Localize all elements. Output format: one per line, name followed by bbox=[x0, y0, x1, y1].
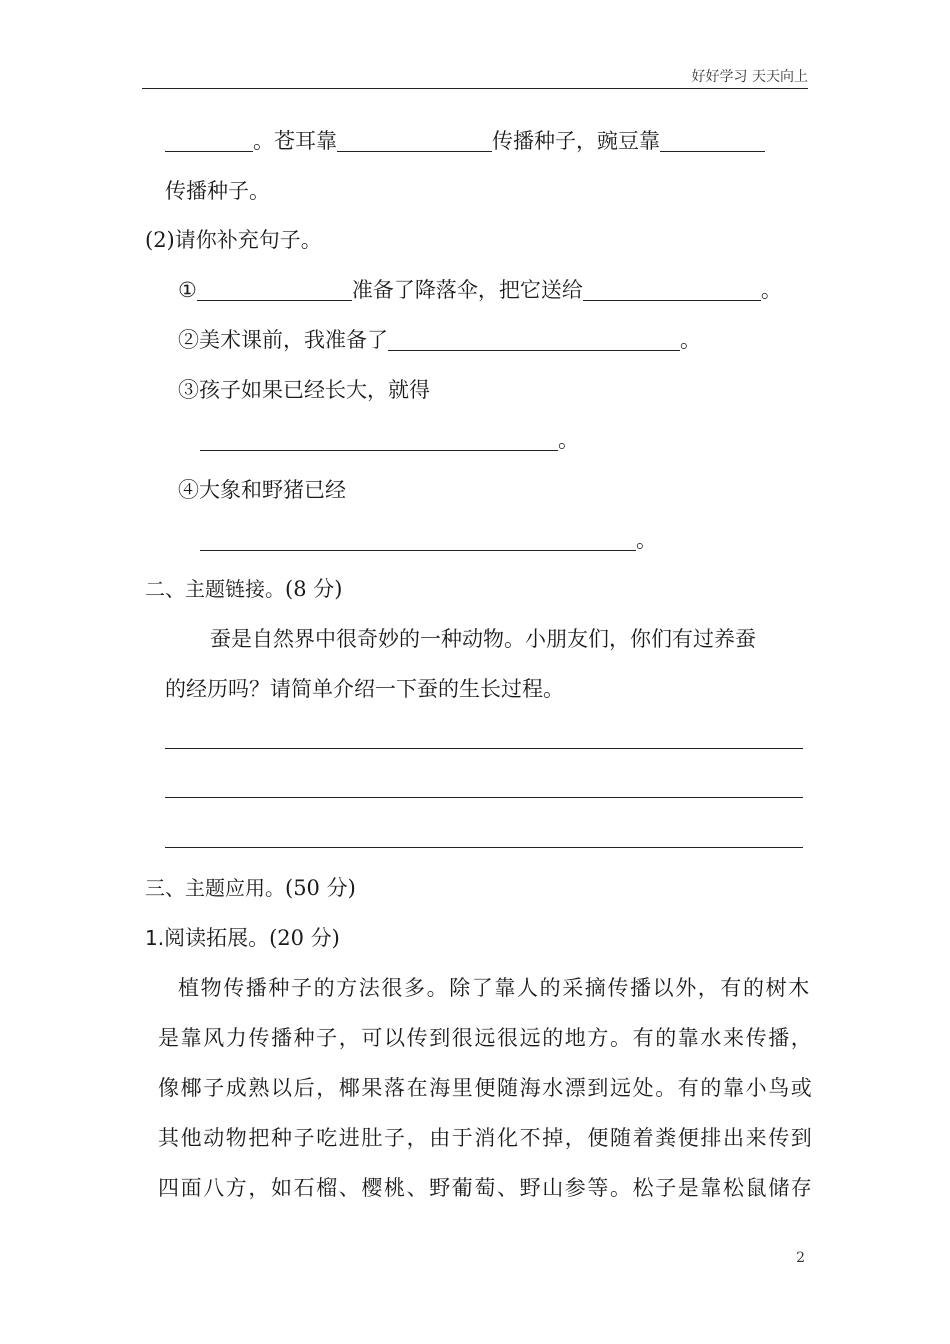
reading-line: 植物传播种子的方法很多。除了靠人的采摘传播以外，有的树木 bbox=[178, 976, 811, 1000]
fill-line-2: 传播种子。 bbox=[165, 179, 270, 203]
sentence-1 bbox=[178, 280, 782, 301]
blank-field[interactable] bbox=[197, 280, 352, 301]
answer-line[interactable] bbox=[165, 797, 803, 798]
text-fragment: 。 bbox=[558, 428, 579, 452]
answer-line[interactable] bbox=[165, 847, 803, 848]
blank-field[interactable] bbox=[200, 530, 636, 551]
text-fragment: 。 bbox=[680, 328, 701, 352]
question-1-heading bbox=[145, 928, 340, 949]
section-2-paragraph-line-1: 蚕是自然界中很奇妙的一种动物。小朋友们，你们有过养蚕 bbox=[210, 627, 756, 651]
item-number: ① bbox=[178, 278, 197, 302]
text-fragment: 准备了降落伞，把它送给 bbox=[351, 278, 583, 302]
sentence-4: ④大象和野猪已经 bbox=[178, 478, 346, 502]
section-2-paragraph-line-2: 的经历吗？请简单介绍一下蚕的生长过程。 bbox=[165, 677, 564, 701]
blank-field[interactable] bbox=[200, 430, 558, 451]
sentence-2 bbox=[178, 330, 701, 351]
section-2-heading bbox=[145, 579, 342, 600]
reading-line: 四面八方，如石榴、樱桃、野葡萄、野山参等。松子是靠松鼠储存 bbox=[158, 1176, 814, 1200]
page-number: 2 bbox=[796, 1250, 805, 1266]
sentence-3: ③孩子如果已经长大，就得 bbox=[178, 378, 430, 402]
question-score: (20 分) bbox=[269, 926, 340, 950]
text-fragment: 传播种子，豌豆靠 bbox=[492, 129, 660, 153]
fill-line-1 bbox=[165, 131, 765, 152]
sentence-3-answer bbox=[200, 430, 579, 451]
blank-field[interactable] bbox=[388, 330, 680, 351]
section-score: (50 分) bbox=[285, 876, 356, 900]
blank-field[interactable] bbox=[337, 131, 492, 152]
blank-field[interactable] bbox=[165, 131, 253, 152]
text-fragment: ②美术课前，我准备了 bbox=[178, 328, 388, 352]
question-2-title: (2)请你补充句子。 bbox=[145, 228, 322, 252]
blank-field[interactable] bbox=[660, 131, 765, 152]
question-number: 1. bbox=[145, 926, 165, 950]
reading-line: 其他动物把种子吃进肚子，由于消化不掉，便随着粪便排出来传到 bbox=[158, 1126, 814, 1150]
question-title: 阅读拓展。 bbox=[164, 926, 270, 950]
answer-line[interactable] bbox=[165, 748, 803, 749]
blank-field[interactable] bbox=[583, 280, 761, 301]
section-title: 三、主题应用。 bbox=[145, 876, 285, 900]
header-slogan: 好好学习 天天向上 bbox=[691, 69, 808, 85]
reading-line: 像椰子成熟以后，椰果落在海里便随海水漂到远处。有的靠小鸟或 bbox=[158, 1076, 814, 1100]
section-score: (8 分) bbox=[285, 577, 343, 601]
sentence-4-answer bbox=[200, 530, 657, 551]
text-fragment: 。 bbox=[760, 278, 782, 302]
section-title: 二、主题链接。 bbox=[145, 577, 285, 601]
text-fragment: 。 bbox=[636, 528, 657, 552]
reading-line: 是靠风力传播种子，可以传到很远很远的地方。有的靠水来传播， bbox=[158, 1026, 814, 1050]
section-3-heading bbox=[145, 878, 356, 899]
text-fragment: 。苍耳靠 bbox=[253, 129, 337, 153]
header-divider bbox=[142, 88, 808, 89]
